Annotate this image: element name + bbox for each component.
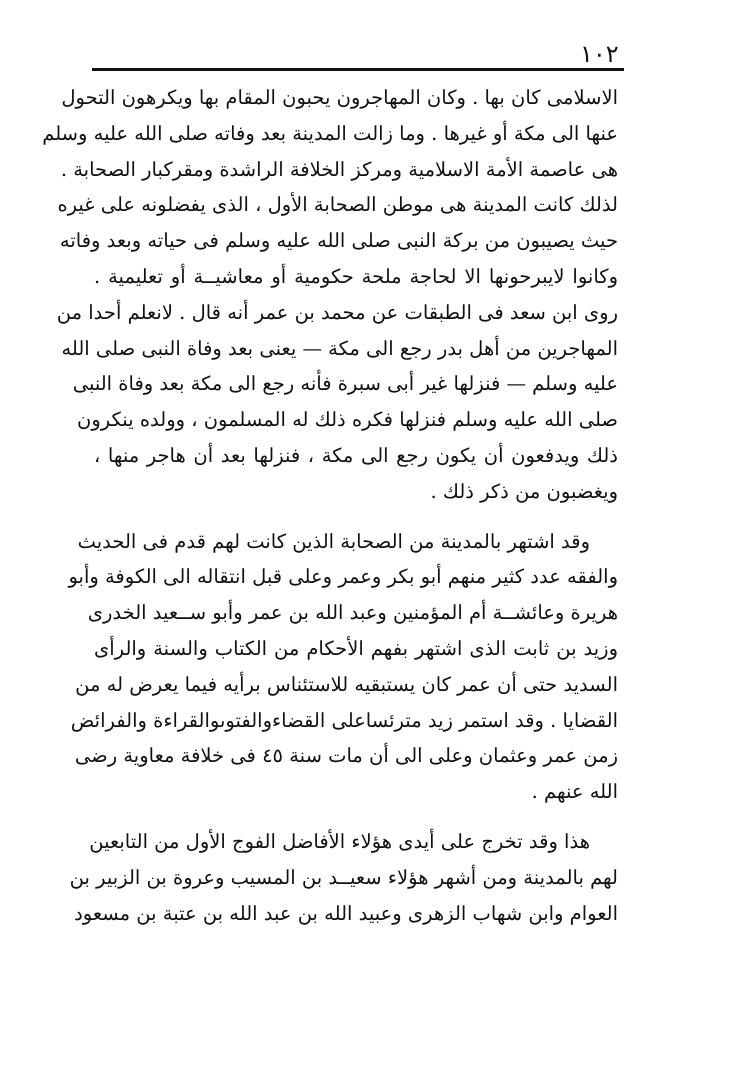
text-line: وزيد بن ثابت الذى اشتهر بفهم الأحكام من الكتاب والسنة والرأى — [94, 636, 618, 660]
header-rule — [92, 68, 624, 71]
text-line: ذلك ويدفعون أن يكون رجع الى مكة ، فنزلها بعد أن هاجر منها ، — [94, 443, 618, 467]
text-line: هريرة وعائشــة أم المؤمنين وعبد الله بن عمر وأبو ســعيد الخدرى — [87, 601, 618, 625]
text-line: الله عنهم . — [531, 780, 618, 804]
text-line: عنها الى مكة أو غيرها . وما زالت المدينة بعد وفاته صلى الله عليه وسلم — [42, 121, 618, 145]
body-text — [42, 80, 618, 931]
paragraph — [68, 524, 618, 810]
text-line: صلى الله عليه وسلم فنزلها فكره ذلك له المسلمون ، وولده ينكرون — [77, 408, 618, 432]
text-line: وقد اشتهر بالمدينة من الصحابة الذين كانت لهم قدم فى الحديث — [77, 529, 590, 553]
text-line: حيث يصيبون من بركة النبى صلى الله عليه وسلم فى حياته وبعد وفاته — [59, 229, 618, 253]
text-line: عليه وسلم — فنزلها غير أبى سبرة فأنه رجع الى مكة بعد وفاة النبى — [72, 372, 618, 396]
paragraph-gap — [94, 810, 618, 824]
text-line: والفقه عدد كثير منهم أبو بكر وعمر وعلى قبل انتقاله الى الكوفة وأبو — [68, 565, 618, 589]
text-line: لذلك كانت المدينة هى موطن الصحابة الأول ، الذى يفضلونه على غيره — [57, 193, 618, 217]
text-line: ويغضبون من ذكر ذلك . — [430, 479, 618, 503]
text-line: هى عاصمة الأمة الاسلامية ومركز الخلافة الراشدة ومقركبار الصحابة . — [60, 157, 618, 181]
page-number: ١٠٢ — [580, 40, 619, 68]
text-line: السديد حتى أن عمر كان يستبقيه للاستئناس برأيه فيما يعرض له من — [75, 672, 618, 696]
text-line: هذا وقد تخرج على أيدى هؤلاء الأفاضل الفوج الأول من التابعين — [89, 829, 590, 853]
text-line: لهم بالمدينة ومن أشهر هؤلاء سعيــد بن المسيب وعروة بن الزبير بن — [69, 865, 618, 889]
text-line: وكانوا لايبرحونها الا لحاجة ملحة حكومية أو معاشيــة أو تعليمية . — [94, 264, 618, 288]
text-line: المهاجرين من أهل بدر رجع الى مكة — يعنى بعد وفاة النبى صلى الله — [61, 336, 618, 360]
text-line: العوام وابن شهاب الزهرى وعبيد الله بن عبد الله بن عتبة بن مسعود — [74, 901, 618, 925]
paragraph — [69, 824, 618, 931]
text-line: القضايا . وقد استمر زيد مترئساعلى القضاءوالفتوىوالقراءة والفرائض — [70, 708, 618, 732]
text-line: روى ابن سعد فى الطبقات عن محمد بن عمر أنه قال . لانعلم أحدا من — [56, 300, 618, 324]
text-line: زمن عمر وعثمان وعلى الى أن مات سنة ٤٥ فى خلافة معاوية رضى — [74, 744, 618, 768]
text-line: الاسلامى كان بها . وكان المهاجرون يحبون المقام بها ويكرهون التحول — [61, 86, 618, 109]
paragraph-gap — [94, 510, 618, 524]
paragraph — [42, 80, 618, 510]
